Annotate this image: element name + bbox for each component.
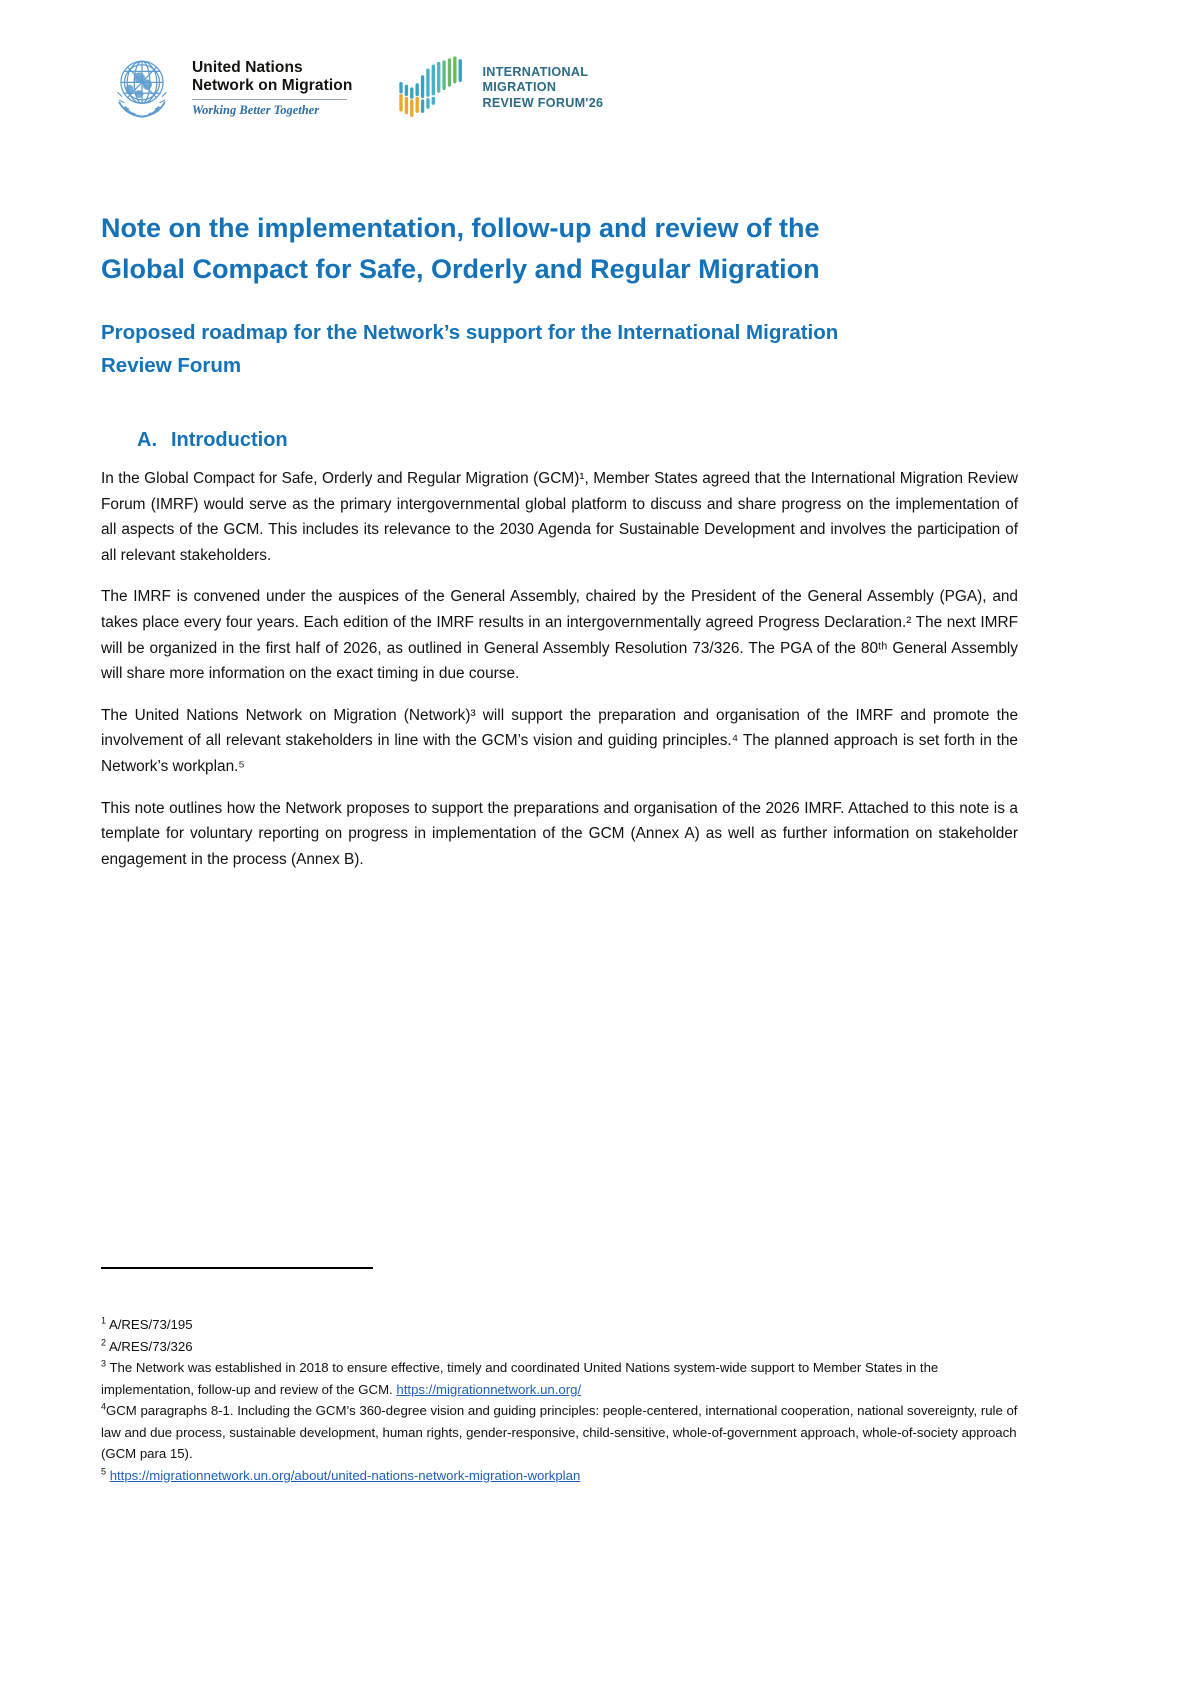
footnote-marker: 3 <box>101 1358 107 1369</box>
page-subtitle-line-2: Review Forum <box>101 354 242 377</box>
imrf-logo-line-3: REVIEW FORUM'26 <box>482 95 604 110</box>
footnote-marker: 4 <box>101 1401 107 1412</box>
body-text <box>101 466 1018 888</box>
un-emblem-icon <box>103 48 181 126</box>
footnote-separator <box>101 1267 373 1269</box>
footnote-text: A/RES/73/326 <box>108 1338 193 1354</box>
imrf-logo-line-1: INTERNATIONAL <box>482 64 589 79</box>
imrf-logo-wordmark <box>482 65 603 112</box>
un-logo-line-1: United Nations <box>192 59 303 76</box>
section-letter: A. <box>137 429 157 451</box>
imrf-waveform-icon <box>398 55 472 121</box>
section-heading-introduction <box>137 427 288 453</box>
footnote-marker: 2 <box>101 1337 107 1348</box>
footnote-text: The Network was established in 2018 to ensure effective, timely and coordinated United Nations system-wide support to Member States in the implementation, follow-up and review of the GCM. <box>101 1360 939 1397</box>
footnote-item <box>101 1465 1018 1487</box>
paragraph: The IMRF is convened under the auspices of the General Assembly, chaired by the President of the General Assembly (PGA), and takes place every four years. Each edition of the IMRF results in an intergovernmentally agreed Progress Declaration.² The next IMRF will be organized in the first half of 2026, as outlined in General Assembly Resolution 73/326. The PGA of the 80ᵗʰ General Assembly will share more information on the exact timing in due course. <box>101 588 1018 683</box>
footnotes <box>101 1314 1018 1486</box>
paragraph: In the Global Compact for Safe, Orderly and Regular Migration (GCM)¹, Member States agreed that the International Migration Review Forum (IMRF) would serve as the primary intergovernmental global platform to discuss and share progress on the implementation of all aspects of the GCM. This includes its relevance to the 2030 Agenda for Sustainable Development and involves the participation of all relevant stakeholders. <box>101 470 1018 564</box>
page-subtitle-line-1: Proposed roadmap for the Network’s support for the International Migration <box>101 321 839 344</box>
footnote-text: GCM paragraphs 8-1. Including the GCM’s 360-degree vision and guiding principles: people-centered, international cooperation, national sovereignty, rule of law and due process, sustainable development, human rights, gender-responsive, child-sensitive, whole-of-government approach, whole-of-society approach (GCM para 15). <box>101 1403 1018 1461</box>
page-title <box>101 208 1001 290</box>
footnote-item <box>101 1400 1018 1465</box>
page-subtitle <box>101 316 971 382</box>
footnote-item <box>101 1357 1018 1400</box>
footnote-marker: 5 <box>101 1466 107 1477</box>
section-label: Introduction <box>171 429 288 451</box>
page-title-line-2: Global Compact for Safe, Orderly and Regular Migration <box>101 254 820 285</box>
header-logo-bar <box>103 48 603 126</box>
un-logo-line-2: Network on Migration <box>192 77 353 94</box>
paragraph: This note outlines how the Network proposes to support the preparations and organisation of the 2026 IMRF. Attached to this note is a template for voluntary reporting on progress in implementation of the GCM (Annex A) as well as further information on stakeholder engagement in the process (Annex B). <box>101 799 1018 868</box>
un-logo-divider <box>192 99 347 100</box>
imrf-logo <box>398 55 603 121</box>
un-logo-wordmark <box>192 57 352 117</box>
footnote-item <box>101 1336 1018 1358</box>
footnote-link[interactable]: https://migrationnetwork.un.org/about/united-nations-network-migration-workplan <box>109 1467 581 1483</box>
footnote-item <box>101 1314 1018 1336</box>
page-title-line-1: Note on the implementation, follow-up and review of the <box>101 213 820 244</box>
un-logo-tagline: Working Better Together <box>192 103 320 117</box>
footnote-marker: 1 <box>101 1315 107 1326</box>
imrf-logo-line-2: MIGRATION <box>482 80 557 95</box>
un-network-on-migration-logo <box>103 48 352 126</box>
footnote-link[interactable]: https://migrationnetwork.un.org/ <box>396 1381 582 1397</box>
paragraph: The United Nations Network on Migration (Network)³ will support the preparation and organisation of the IMRF and promote the involvement of all relevant stakeholders in line with the GCM’s vision and guiding principles.⁴ The planned approach is set forth in the Network’s workplan.⁵ <box>101 706 1018 775</box>
footnote-text: A/RES/73/195 <box>108 1317 193 1332</box>
